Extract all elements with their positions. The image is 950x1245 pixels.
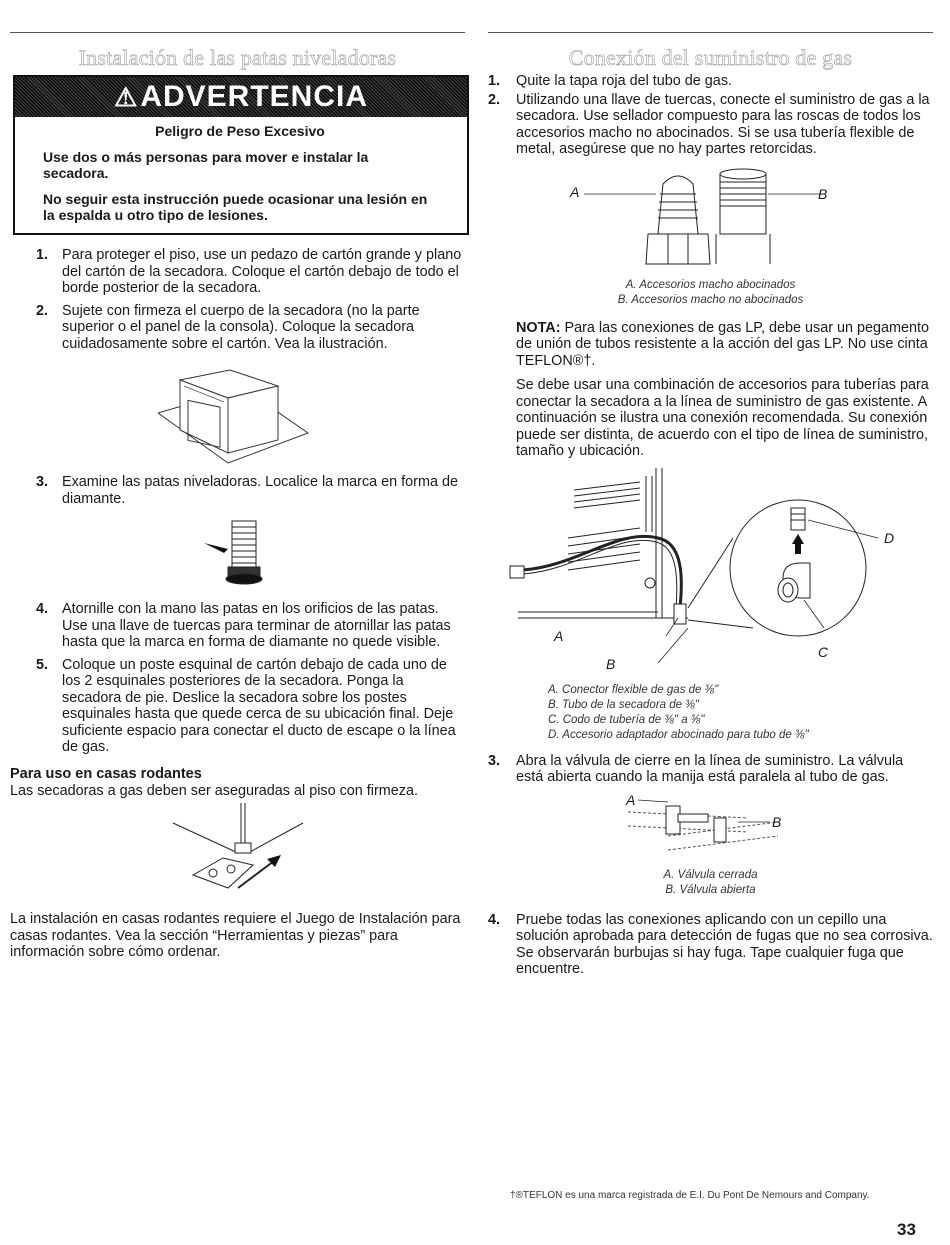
note-label: NOTA:	[516, 319, 561, 336]
fig1-caption	[488, 278, 933, 308]
list-item	[10, 474, 465, 507]
fig2-label-b: B	[606, 655, 616, 672]
warning-heading: ADVERTENCIA	[140, 80, 368, 113]
fig2-label-d: D	[884, 529, 895, 546]
gas-steps-list-1-2	[488, 73, 933, 158]
valve-illustration	[488, 792, 933, 864]
step-text: Coloque un poste esquinal de cartón debajo de cada uno de los 2 esquinales posteriores de la secadora. Ponga la secadora de pie. Deslice la secadora sobre los postes esquinales hasta que quede cerca de su ubicación final. Deje suficiente espacio para conectar el ducto de escape o la línea de gas.	[62, 656, 456, 755]
teflon-footnote: †®TEFLON es una marca registrada de E.I. Du Pont De Nemours and Company.	[510, 1190, 870, 1201]
warning-box	[13, 75, 469, 235]
combo-paragraph: Se debe usar una combinación de accesorios para tuberías para conectar la secadora a la línea de suministro de gas existente. A continuación se ilustra una conexión recomendada. Su conexión puede ser distinta, de acuerdo con el tipo de línea de suministro, tamaño y ubicación.	[516, 377, 929, 459]
step-text: Quite la tapa roja del tubo de gas.	[516, 73, 733, 89]
step-text: Abra la válvula de cierre en la línea de suministro. La válvula está abierta cuando la manija está paralela al tubo de gas.	[516, 752, 904, 785]
fig1-label-b: B	[818, 185, 828, 202]
fig2-caption	[488, 683, 933, 743]
note-text: Para las conexiones de gas LP, debe usar un pegamento de unión de tubos resistente a la acción del gas LP. No use cinta TEFLON®†.	[516, 319, 930, 369]
fittings-figure	[488, 164, 933, 276]
step-number: 5.	[36, 656, 49, 673]
fig2-caption-d: D. Accesorio adaptador abocinado para tubo de ⅜"	[548, 728, 809, 741]
step-number: 2.	[488, 91, 501, 108]
list-item	[10, 303, 465, 353]
mobile-home-heading: Para uso en casas rodantes	[10, 765, 202, 782]
fig3-caption	[488, 868, 933, 898]
fig2-label-a: A	[554, 627, 564, 644]
fig3-caption-b: B. Válvula abierta	[665, 883, 756, 896]
mobile-home-bracket-illustration	[153, 803, 323, 903]
step-number: 1.	[36, 247, 49, 263]
gas-steps-list-4	[488, 912, 933, 978]
section-title-leveling-legs: Instalación de las patas niveladoras	[78, 45, 397, 70]
step-number: 4.	[488, 911, 501, 928]
fig1-caption-b: B. Accesorios macho no abocinados	[617, 293, 804, 306]
fig1-caption-a: A. Accesorios macho abocinados	[625, 278, 796, 291]
list-item	[10, 657, 465, 756]
list-item	[488, 92, 933, 158]
step-number: 3.	[488, 752, 501, 769]
list-item	[488, 753, 933, 786]
step-text: Atornille con la mano las patas en los orificios de las patas. Use una llave de tuercas para terminar de atornillar las patas hasta que la marca en forma de diamante no quede visible.	[62, 601, 451, 650]
warning-body	[15, 117, 467, 233]
note-paragraph	[488, 320, 933, 370]
step-number: 3.	[36, 474, 49, 490]
fittings-illustration	[488, 164, 933, 276]
step-number: 2.	[36, 302, 49, 319]
step-text: Sujete con firmeza el cuerpo de la secadora (no la parte superior o el panel de la consola). Coloque la secadora cuidadosamente sobre el cartón. Vea la ilustración.	[62, 302, 420, 352]
left-column	[10, 32, 465, 961]
steps-list-4-5	[10, 601, 465, 756]
fig3-caption-a: A. Válvula cerrada	[663, 868, 758, 881]
dryer-on-cardboard-illustration	[158, 358, 318, 468]
list-item	[10, 247, 465, 297]
list-item	[10, 601, 465, 651]
step-text: Utilizando una llave de tuercas, conecte el suministro de gas a la secadora. Use sellador compuesto para las roscas de todos los accesorios macho no abocinados. Si se usa tubería flexible de metal, asegúrese que no hay partes retorcidas.	[516, 91, 930, 157]
steps-list-3	[10, 474, 465, 507]
warning-line-2: No seguir esta instrucción puede ocasionar una lesión en la espalda u otro tipo de lesiones.	[43, 191, 428, 223]
mobile-home-text: Las secadoras a gas deben ser aseguradas al piso con firmeza.	[10, 782, 418, 799]
step-text: Examine las patas niveladoras. Localice la marca en forma de diamante.	[62, 474, 458, 507]
fig2-caption-b: B. Tubo de la secadora de ⅜"	[548, 698, 699, 711]
fig3-label-b: B	[772, 813, 782, 830]
warning-line-1: Use dos o más personas para mover e instalar la secadora.	[43, 149, 369, 181]
step-text: Para proteger el piso, use un pedazo de cartón grande y plano del cartón de la secadora. Coloque el cartón debajo de todo el borde posterior de la secadora.	[62, 247, 462, 296]
warning-header	[15, 77, 467, 117]
fig2-label-c: C	[818, 643, 829, 660]
warning-triangle-icon: ⚠	[114, 82, 139, 112]
fig3-label-a: A	[626, 791, 636, 808]
valve-figure	[488, 792, 933, 864]
step-text: Pruebe todas las conexiones aplicando con un cepillo una solución aprobada para detección de fugas que no sea corrosiva. Se observarán burbujas si hay fuga. Tape cualquier fuga que encuentre.	[516, 911, 933, 977]
top-rule	[488, 32, 933, 33]
page-number: 33	[897, 1220, 916, 1239]
fig2-caption-c: C. Codo de tubería de ⅜" a ⅜"	[548, 713, 705, 726]
step-number: 1.	[488, 73, 501, 89]
gas-steps-list-3	[488, 753, 933, 786]
gas-connection-figure	[488, 468, 933, 673]
mobile-home-kit-text: La instalación en casas rodantes requiere el Juego de Instalación para casas rodantes. Vea la sección “Herramientas y piezas” para información sobre cómo ordenar.	[10, 911, 461, 960]
warning-subheading: Peligro de Peso Excesivo	[155, 123, 325, 139]
list-item	[488, 912, 933, 978]
section-title-gas-supply: Conexión del suministro de gas	[568, 45, 853, 70]
steps-list-1-2	[10, 247, 465, 352]
right-column	[488, 32, 933, 984]
fig2-caption-a: A. Conector flexible de gas de ⅜"	[548, 683, 719, 696]
top-rule	[10, 32, 465, 33]
list-item	[488, 73, 933, 90]
leveling-leg-illustration	[198, 513, 278, 593]
step-number: 4.	[36, 601, 49, 617]
fig1-label-a: A	[570, 183, 580, 200]
